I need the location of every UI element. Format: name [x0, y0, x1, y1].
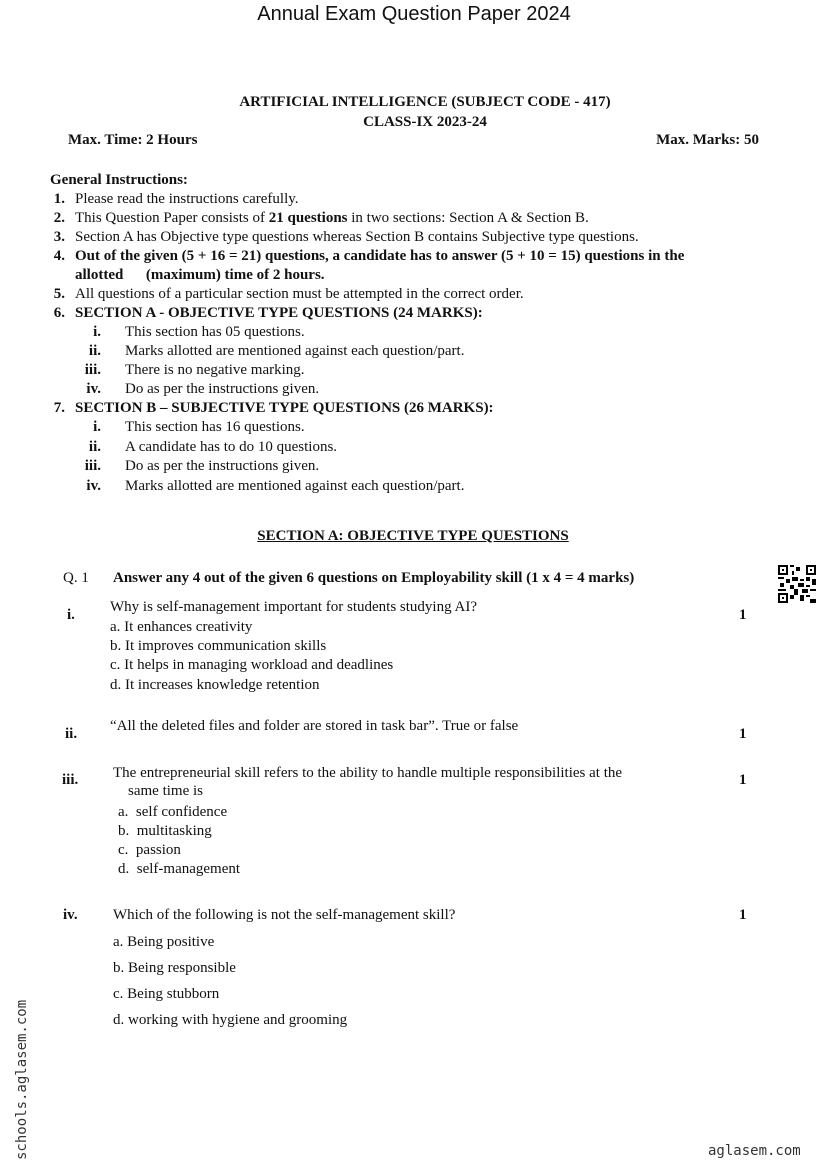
- option: a. It enhances creativity: [110, 619, 253, 635]
- text: in two sections: Section A & Section B.: [347, 210, 589, 226]
- page-title: Annual Exam Question Paper 2024: [257, 3, 571, 25]
- subject-heading: ARTIFICIAL INTELLIGENCE (SUBJECT CODE - 417): [239, 94, 611, 110]
- section-a-heading: SECTION A: OBJECTIVE TYPE QUESTIONS: [257, 528, 569, 544]
- question-text: Why is self-management important for students studying AI?: [110, 599, 478, 615]
- part-number: iii.: [62, 772, 79, 788]
- question-text: “All the deleted files and folder are stored in task bar”. True or false: [110, 718, 519, 734]
- instruction-item: SECTION A - OBJECTIVE TYPE QUESTIONS (24 MARKS):: [75, 305, 483, 321]
- side-watermark: schools.aglasem.com: [14, 999, 30, 1160]
- instruction-item: [75, 209, 589, 227]
- sub-num: ii.: [88, 343, 101, 359]
- q1-text: Answer any 4 out of the given 6 questions on Employability skill (1 x 4 = 4 marks): [113, 570, 635, 586]
- sub-num: iii.: [84, 362, 101, 378]
- sub-num: i.: [93, 324, 101, 340]
- marks: 1: [739, 726, 747, 742]
- option: b. It improves communication skills: [110, 638, 327, 654]
- bottom-watermark: aglasem.com: [708, 1143, 801, 1159]
- sub-num: iii.: [84, 458, 101, 474]
- instruction-item: SECTION B – SUBJECTIVE TYPE QUESTIONS (26 MARKS):: [75, 400, 494, 416]
- part-number: iv.: [63, 907, 78, 923]
- item-num: 4.: [53, 248, 65, 264]
- sub-num: iv.: [86, 478, 101, 494]
- sub-item: A candidate has to do 10 questions.: [125, 439, 338, 455]
- question-text: The entrepreneurial skill refers to the ability to handle multiple responsibilities at the: [113, 765, 623, 781]
- option: a. Being positive: [113, 934, 215, 950]
- item-num: 6.: [53, 305, 65, 321]
- item-num: 2.: [53, 210, 65, 226]
- option: c. It helps in managing workload and deadlines: [110, 657, 394, 673]
- instruction-item: Section A has Objective type questions whereas Section B contains Subjective type questions.: [75, 229, 639, 245]
- qr-code-icon: [778, 565, 816, 603]
- instruction-item-cont: allotted (maximum) time of 2 hours.: [75, 267, 325, 283]
- sub-item: There is no negative marking.: [125, 362, 305, 378]
- sub-num: iv.: [86, 381, 101, 397]
- class-heading: CLASS-IX 2023-24: [363, 114, 487, 130]
- marks: 1: [739, 607, 747, 623]
- option: c. Being stubborn: [113, 986, 220, 1002]
- question-text-cont: same time is: [128, 783, 203, 799]
- marks: 1: [739, 772, 747, 788]
- text: This Question Paper consists of: [75, 210, 269, 226]
- part-number: i.: [67, 607, 75, 623]
- sub-item: This section has 16 questions.: [125, 419, 305, 435]
- item-num: 1.: [53, 191, 65, 207]
- item-num: 7.: [53, 400, 65, 416]
- option: b. multitasking: [118, 823, 212, 839]
- sub-num: i.: [93, 419, 101, 435]
- option: b. Being responsible: [113, 960, 236, 976]
- option: d. working with hygiene and grooming: [113, 1012, 348, 1028]
- instruction-item: Out of the given (5 + 16 = 21) questions, a candidate has to answer (5 + 10 = 15) questions in the: [75, 248, 685, 264]
- sub-item: This section has 05 questions.: [125, 324, 305, 340]
- max-time: Max. Time: 2 Hours: [68, 132, 198, 148]
- sub-num: ii.: [88, 439, 101, 455]
- marks: 1: [739, 907, 747, 923]
- max-marks: Max. Marks: 50: [656, 132, 759, 148]
- option: c. passion: [118, 842, 181, 858]
- item-num: 5.: [53, 286, 65, 302]
- question-text: Which of the following is not the self-management skill?: [113, 907, 456, 923]
- sub-item: Do as per the instructions given.: [125, 458, 320, 474]
- option: a. self confidence: [118, 804, 228, 820]
- part-number: ii.: [65, 726, 78, 742]
- sub-item: Marks allotted are mentioned against each question/part.: [125, 478, 465, 494]
- item-num: 3.: [53, 229, 65, 245]
- option: d. It increases knowledge retention: [110, 677, 320, 693]
- sub-item: Marks allotted are mentioned against each question/part.: [125, 343, 465, 359]
- instructions-heading: General Instructions:: [50, 172, 188, 188]
- q1-number: Q. 1: [63, 570, 89, 586]
- instruction-item: All questions of a particular section must be attempted in the correct order.: [75, 286, 524, 302]
- bold-text: 21 questions: [268, 210, 348, 226]
- option: d. self-management: [118, 861, 241, 877]
- sub-item: Do as per the instructions given.: [125, 381, 320, 397]
- instruction-item: Please read the instructions carefully.: [75, 191, 299, 207]
